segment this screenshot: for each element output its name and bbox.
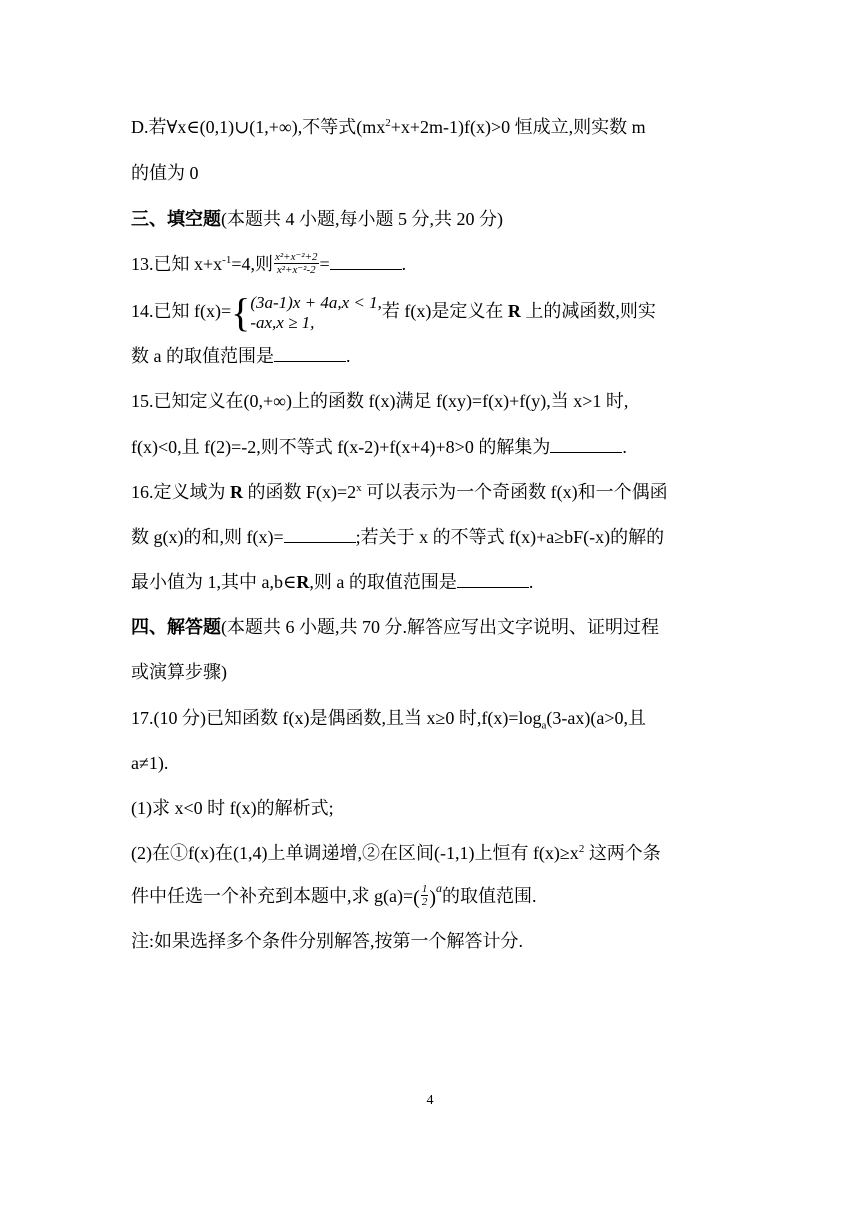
question-14-line2: 数 a 的取值范围是 . — [131, 346, 351, 366]
answer-blank — [274, 345, 346, 362]
page-number: 4 — [426, 1093, 434, 1108]
question-17-part2-line2: 件中任选一个补充到本题中,求 g(a)=( $\frac{1}{2}$ )$^a$的取值范围. — [131, 881, 537, 909]
piecewise-function: { (3a-1)x + 4a,x < 1, -ax,x ≥ 1, — [231, 289, 382, 335]
question-17-line1: 17.(10 分)已知函数 f(x)是偶函数,且当 x≥0 时$,f(x)=\log_a(3-ax)(a>0$,且 — [131, 708, 646, 732]
section-4-heading — [131, 615, 659, 639]
answer-blank — [550, 436, 622, 453]
answer-blank — [330, 253, 402, 270]
question-17-part1: (1)求 x<0 时 f(x)的解析式; — [131, 798, 334, 818]
brace-icon: { — [231, 289, 251, 335]
section-3-title: 三、填空题 — [131, 209, 221, 229]
question-17-part2-line1: (2)在①f(x)在(1,4)上单调递增,②在区间(-1,1)上恒有 $f(x)\ge x^2$ 这两个条 — [131, 843, 661, 863]
question-16-line2: 数 g(x)的和,则 f(x)= ;若关于 x 的不等式 f(x)+a≥bF(-x)的解的 — [131, 527, 665, 547]
question-14-line1: 14.已知 f(x)= { (3a-1)x + 4a,x < 1, -ax,x ≥ 1, 若 f(x)是定义在 R 上的减函数,则实 — [131, 289, 656, 335]
answer-blank — [457, 571, 529, 588]
option-d-line2: 的值为 0 — [131, 163, 199, 183]
section-4-note-line2: 或演算步骤) — [131, 662, 227, 682]
answer-blank — [284, 526, 356, 543]
half-power-expression: ( $\frac{1}{2}$ ) — [413, 883, 436, 909]
q13-fraction: $\frac{\text{x²+x⁻²+2}}{\text{x²+x⁻²-2}}$ — [274, 251, 318, 277]
question-15-line2: f(x)<0,且 f(2)=-2,则不等式 f(x-2)+f(x+4)+8>0 的解集为 . — [131, 437, 627, 457]
option-d-line1: D.若∀x∈(0,1)∪(1,+∞),不等式$(mx^2+x+2m-1)f(x)>0$ 恒成立,则实数 m — [131, 117, 646, 137]
section-4-title: 四、解答题 — [131, 617, 221, 637]
section-3-note: (本题共 4 小题,每小题 5 分,共 20 分) — [221, 209, 503, 229]
section-4-note: (本题共 6 小题,共 70 分.解答应写出文字说明、证明过程 — [221, 617, 659, 637]
question-16-line1: 16.定义域为 R 的函数 $F(x)=2^x$ 可以表示为一个奇函数 f(x)和一个偶函 — [131, 482, 668, 502]
question-13: 13.已知 $x+x^{-1}=4$,则 $\frac{\text{x²+x⁻²+2}}{\text{x²+x⁻²-2}}$ = . — [131, 251, 407, 277]
question-17-line2: a≠1). — [131, 753, 169, 773]
question-16-line3: 最小值为 1,其中 a,b∈R,则 a 的取值范围是 . — [131, 572, 534, 592]
section-3-heading — [131, 207, 503, 231]
question-15-line1: 15.已知定义在(0,+∞)上的函数 f(x)满足 f(xy)=f(x)+f(y),当 x>1 时, — [131, 391, 629, 411]
grading-note: 注:如果选择多个条件分别解答,按第一个解答计分. — [131, 931, 523, 951]
